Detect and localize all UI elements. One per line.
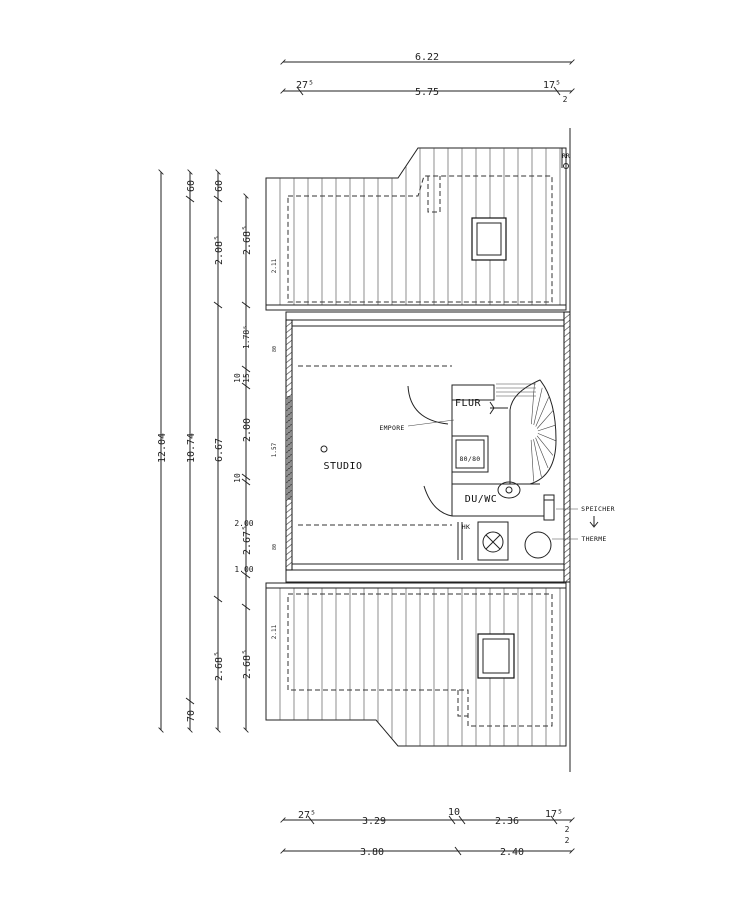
dim-top-mid: 5.75 (414, 87, 440, 98)
dim-left-fifth-c: 15 (242, 373, 251, 383)
dim-left-fourth-main: 6.67 (214, 437, 225, 463)
dim-top-right-sub: 2 (562, 95, 568, 104)
dim-inner-c: 1.57 (271, 442, 278, 458)
label-studio: STUDIO (323, 461, 363, 472)
dim-left-third-bottom: 70 (186, 709, 197, 723)
dim-bottom-b2: 2.40 (499, 847, 525, 858)
left-dimension-lines (161, 172, 250, 730)
dim-left-fifth-e: 10 (233, 473, 242, 483)
dim-inner-b: 2.11 (271, 624, 278, 640)
roof-bottom (266, 583, 566, 746)
dim-bottom-a1: 27⁵ (297, 810, 317, 821)
label-therme: THERME (581, 535, 607, 543)
dim-top-total: 6.22 (414, 52, 440, 63)
label-speicher: SPEICHER (581, 505, 615, 513)
dim-bottom-a5: 17⁵ (544, 809, 564, 820)
dim-left-fifth-h: 1.00 (234, 565, 254, 574)
dim-bottom-a5-sub: 2 (564, 825, 570, 834)
dim-top-left: 27⁵ (295, 80, 315, 91)
dim-bottom-b1: 3.80 (359, 847, 385, 858)
dim-left-fourth-bottom: 2.68⁵ (214, 650, 225, 682)
dim-inner-a: 2.11 (271, 258, 278, 274)
roof-top (266, 148, 566, 310)
label-shower: 80/80 (459, 455, 481, 463)
dim-bottom-b2-sub: 2 (564, 836, 570, 845)
label-duwc: DU/WC (464, 494, 498, 505)
dim-left-fifth-b: 10 (233, 373, 242, 383)
dim-inner-e: 80 (272, 543, 278, 551)
label-empore: EMPORE (379, 424, 405, 432)
bottom-dimension-lines (283, 816, 572, 855)
dim-left-total: 12.04 (157, 432, 168, 464)
dim-left-fifth-d: 2.00 (242, 417, 253, 443)
dim-left-fifth-g: 2.67⁵ (242, 524, 253, 556)
label-rr: RR (562, 153, 570, 160)
dim-left-fifth-bottom: 2.68⁵ (242, 648, 253, 680)
dim-top-right: 17⁵ (542, 80, 562, 91)
dim-bottom-a4: 2.36 (494, 816, 520, 827)
dim-left-third-top: 60 (186, 179, 197, 193)
dim-left-fourth-top: 60 (214, 179, 225, 193)
dim-bottom-a3: 10 (447, 807, 461, 818)
studio-room (286, 312, 570, 583)
dim-left-fifth-a: 1.78⁵ (242, 324, 251, 350)
dim-inner-d: 80 (272, 345, 278, 353)
dim-left-fourth-mid: 2.08⁵ (214, 234, 225, 266)
dim-left-fifth-top: 2.68⁵ (242, 224, 253, 256)
dim-left-second: 10.74 (186, 432, 197, 464)
label-flur: FLUR (454, 398, 482, 409)
dim-left-fifth-f: 2.00 (234, 519, 254, 528)
dim-bottom-a2: 3.29 (361, 816, 387, 827)
label-hk: HK (461, 523, 471, 531)
